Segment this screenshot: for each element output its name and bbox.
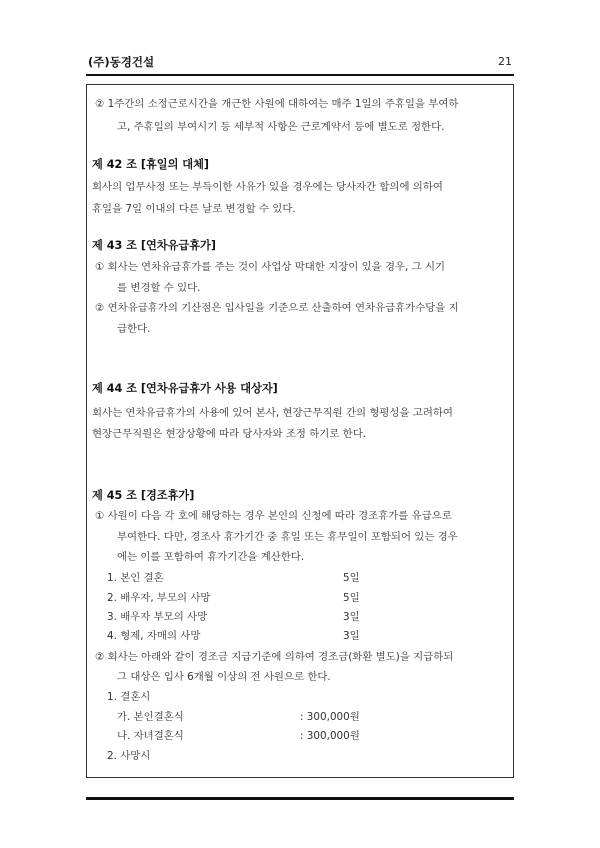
article-42-title: 제 42 조 [휴일의 대체] <box>92 158 210 171</box>
leave-item-days: 3일 <box>343 630 360 642</box>
a43-clause-2-line2: 급한다. <box>117 323 151 335</box>
a43-clause-2-line1: ② 연차유급휴가의 기산점은 입사일을 기준으로 산출하여 연차유급휴가수당을 지 <box>95 302 459 314</box>
amount-value: : 300,000원 <box>300 730 360 742</box>
article-42-line1: 회사의 업무사정 또는 부득이한 사유가 있을 경우에는 당사자간 합의에 의하여 <box>92 181 443 193</box>
category-marriage: 1. 결혼시 <box>107 691 151 703</box>
article-43-title: 제 43 조 [연차유급휴가] <box>92 239 216 252</box>
a41-clause-2-line1: ② 1주간의 소정근로시간을 개근한 사원에 대하여는 매주 1일의 주휴일을 부여하 <box>95 98 459 110</box>
footer-rule <box>86 797 514 800</box>
article-42-line2: 휴일을 7일 이내의 다른 날로 변경할 수 있다. <box>92 203 296 215</box>
category-death: 2. 사망시 <box>107 750 151 762</box>
article-44-line2: 현장근무직원은 현장상황에 따라 당사자와 조정 하기로 한다. <box>92 428 367 440</box>
a45-clause-1-line3: 에는 이를 포함하여 휴가기간을 계산한다. <box>117 551 305 563</box>
header-company-name: (주)동경건설 <box>88 55 155 69</box>
amount-value: : 300,000원 <box>300 711 360 723</box>
leave-item-label: 1. 본인 결혼 <box>107 572 164 584</box>
leave-item-label: 3. 배우자 부모의 사망 <box>107 611 208 623</box>
a45-clause-2-line1: ② 회사는 아래와 같이 경조금 지급기준에 의하여 경조금(화환 별도)을 지급하되 <box>95 651 454 663</box>
article-44-title: 제 44 조 [연차유급휴가 사용 대상자] <box>92 382 278 395</box>
a45-clause-1-line1: ① 사원이 다음 각 호에 해당하는 경우 본인의 신청에 따라 경조휴가를 유급으로 <box>95 510 452 522</box>
article-45-title: 제 45 조 [경조휴가] <box>92 489 195 502</box>
header-rule <box>86 74 514 76</box>
article-44-line1: 회사는 연차유급휴가의 사용에 있어 본사, 현장근무직원 간의 형평성을 고려하여 <box>92 407 453 419</box>
leave-item-label: 2. 배우자, 부모의 사망 <box>107 592 211 604</box>
leave-item-days: 5일 <box>343 592 360 604</box>
a43-clause-1-line1: ① 회사는 연차유급휴가를 주는 것이 사업상 막대한 지장이 있을 경우, 그 시기 <box>95 261 446 273</box>
a41-clause-2-line2: 고, 주휴일의 부여시기 등 세부적 사항은 근로계약서 등에 별도로 정한다. <box>117 121 445 133</box>
a45-clause-2-line2: 그 대상은 입사 6개월 이상의 전 사원으로 한다. <box>117 671 331 683</box>
leave-item-label: 4. 형제, 자매의 사망 <box>107 630 201 642</box>
page-number: 21 <box>498 55 512 68</box>
leave-item-days: 3일 <box>343 611 360 623</box>
amount-label: 가. 본인결혼식 <box>117 711 184 723</box>
a45-clause-1-line2: 부여한다. 다만, 경조사 휴가기간 중 휴일 또는 휴무일이 포함되어 있는 경우 <box>117 531 458 543</box>
leave-item-days: 5일 <box>343 572 360 584</box>
a43-clause-1-line2: 를 변경할 수 있다. <box>117 282 201 294</box>
amount-label: 나. 자녀결혼식 <box>117 730 184 742</box>
